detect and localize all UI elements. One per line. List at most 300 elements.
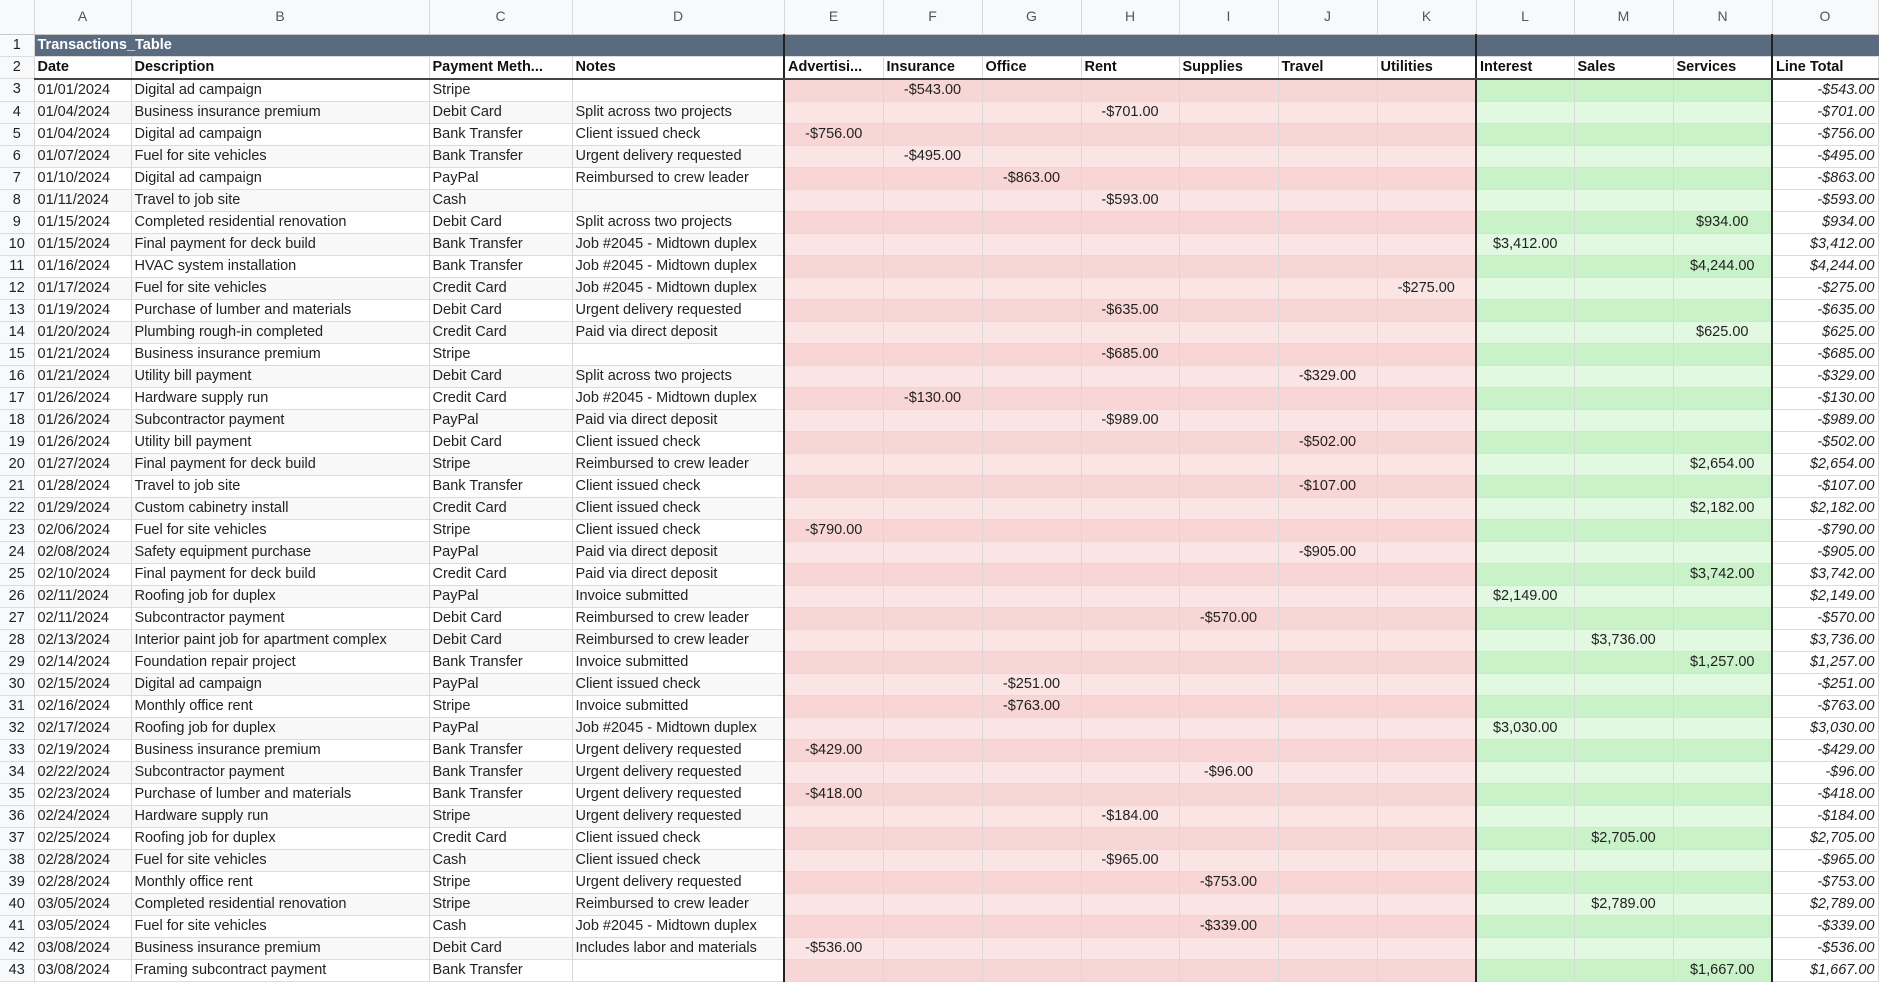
cell-sales[interactable] (1574, 541, 1673, 563)
cell-travel[interactable] (1278, 409, 1377, 431)
cell-payment-method[interactable]: Stripe (429, 893, 572, 915)
cell-services[interactable] (1673, 365, 1772, 387)
cell-rent[interactable] (1081, 431, 1179, 453)
cell-payment-method[interactable]: PayPal (429, 409, 572, 431)
cell-office[interactable] (982, 783, 1081, 805)
cell-services[interactable] (1673, 343, 1772, 365)
cell-notes[interactable]: Invoice submitted (572, 695, 784, 717)
cell-insurance[interactable] (883, 101, 982, 123)
cell-date[interactable]: 02/19/2024 (34, 739, 131, 761)
cell-description[interactable]: Business insurance premium (131, 343, 429, 365)
cell-utilities[interactable] (1377, 959, 1476, 981)
cell-description[interactable]: Roofing job for duplex (131, 717, 429, 739)
cell-office[interactable] (982, 79, 1081, 102)
cell-payment-method[interactable]: PayPal (429, 673, 572, 695)
cell-date[interactable]: 03/08/2024 (34, 959, 131, 981)
header-utilities[interactable]: Utilities (1377, 56, 1476, 79)
cell-services[interactable] (1673, 629, 1772, 651)
cell-office[interactable] (982, 475, 1081, 497)
cell-date[interactable]: 01/01/2024 (34, 79, 131, 102)
cell-interest[interactable] (1476, 497, 1574, 519)
cell-date[interactable]: 02/28/2024 (34, 849, 131, 871)
cell-notes[interactable]: Reimbursed to crew leader (572, 453, 784, 475)
cell-services[interactable] (1673, 717, 1772, 739)
cell-payment-method[interactable]: Credit Card (429, 827, 572, 849)
cell-advertising[interactable] (784, 343, 883, 365)
cell-sales[interactable] (1574, 519, 1673, 541)
cell-notes[interactable] (572, 189, 784, 211)
cell-insurance[interactable] (883, 167, 982, 189)
cell-line-total[interactable]: -$96.00 (1772, 761, 1878, 783)
cell-interest[interactable] (1476, 849, 1574, 871)
cell-sales[interactable] (1574, 431, 1673, 453)
cell-supplies[interactable] (1179, 167, 1278, 189)
cell-payment-method[interactable]: Bank Transfer (429, 145, 572, 167)
cell-rent[interactable] (1081, 475, 1179, 497)
column-header[interactable]: G (982, 0, 1081, 34)
cell-sales[interactable] (1574, 145, 1673, 167)
cell-advertising[interactable] (784, 321, 883, 343)
cell-utilities[interactable] (1377, 541, 1476, 563)
cell-advertising[interactable] (784, 827, 883, 849)
header-notes[interactable]: Notes (572, 56, 784, 79)
cell-utilities[interactable] (1377, 387, 1476, 409)
column-header[interactable]: O (1772, 0, 1878, 34)
cell-advertising[interactable] (784, 453, 883, 475)
cell-sales[interactable] (1574, 607, 1673, 629)
cell-line-total[interactable]: -$251.00 (1772, 673, 1878, 695)
cell-description[interactable]: Plumbing rough-in completed (131, 321, 429, 343)
cell-notes[interactable]: Invoice submitted (572, 651, 784, 673)
cell-payment-method[interactable]: Debit Card (429, 431, 572, 453)
cell-supplies[interactable] (1179, 211, 1278, 233)
cell-utilities[interactable] (1377, 299, 1476, 321)
cell-interest[interactable] (1476, 167, 1574, 189)
cell-rent[interactable] (1081, 387, 1179, 409)
cell-payment-method[interactable]: Bank Transfer (429, 475, 572, 497)
cell-line-total[interactable]: $2,789.00 (1772, 893, 1878, 915)
cell-sales[interactable] (1574, 761, 1673, 783)
cell-description[interactable]: Safety equipment purchase (131, 541, 429, 563)
cell-utilities[interactable] (1377, 101, 1476, 123)
cell-services[interactable]: $3,742.00 (1673, 563, 1772, 585)
cell-sales[interactable] (1574, 563, 1673, 585)
cell-utilities[interactable] (1377, 497, 1476, 519)
cell-date[interactable]: 01/21/2024 (34, 365, 131, 387)
cell-utilities[interactable] (1377, 255, 1476, 277)
cell-notes[interactable]: Split across two projects (572, 211, 784, 233)
column-header[interactable]: A (34, 0, 131, 34)
cell-description[interactable]: Monthly office rent (131, 871, 429, 893)
cell-payment-method[interactable]: Stripe (429, 519, 572, 541)
cell-rent[interactable] (1081, 123, 1179, 145)
cell-description[interactable]: Fuel for site vehicles (131, 145, 429, 167)
cell-services[interactable] (1673, 409, 1772, 431)
cell-travel[interactable] (1278, 387, 1377, 409)
cell-insurance[interactable] (883, 541, 982, 563)
cell-interest[interactable] (1476, 805, 1574, 827)
cell-travel[interactable] (1278, 893, 1377, 915)
cell-advertising[interactable] (784, 409, 883, 431)
cell-travel[interactable] (1278, 145, 1377, 167)
cell-sales[interactable] (1574, 79, 1673, 102)
cell-insurance[interactable] (883, 497, 982, 519)
cell-interest[interactable] (1476, 651, 1574, 673)
cell-utilities[interactable] (1377, 343, 1476, 365)
cell-line-total[interactable]: -$429.00 (1772, 739, 1878, 761)
cell-services[interactable] (1673, 893, 1772, 915)
cell-description[interactable]: HVAC system installation (131, 255, 429, 277)
cell-advertising[interactable] (784, 563, 883, 585)
cell-sales[interactable]: $2,705.00 (1574, 827, 1673, 849)
cell-travel[interactable] (1278, 343, 1377, 365)
cell-advertising[interactable]: -$536.00 (784, 937, 883, 959)
cell-insurance[interactable] (883, 607, 982, 629)
cell-sales[interactable] (1574, 233, 1673, 255)
cell-rent[interactable] (1081, 365, 1179, 387)
cell-interest[interactable]: $2,149.00 (1476, 585, 1574, 607)
cell-line-total[interactable]: -$502.00 (1772, 431, 1878, 453)
cell-supplies[interactable] (1179, 343, 1278, 365)
cell-travel[interactable] (1278, 79, 1377, 102)
column-header[interactable]: K (1377, 0, 1476, 34)
cell-office[interactable] (982, 915, 1081, 937)
cell-interest[interactable] (1476, 365, 1574, 387)
cell-interest[interactable] (1476, 893, 1574, 915)
row-header[interactable]: 32 (0, 717, 34, 739)
cell-description[interactable]: Business insurance premium (131, 739, 429, 761)
cell-office[interactable] (982, 893, 1081, 915)
cell-date[interactable]: 02/16/2024 (34, 695, 131, 717)
column-header[interactable]: F (883, 0, 982, 34)
cell-payment-method[interactable]: Debit Card (429, 101, 572, 123)
row-header[interactable]: 34 (0, 761, 34, 783)
cell-date[interactable]: 01/29/2024 (34, 497, 131, 519)
cell-insurance[interactable] (883, 211, 982, 233)
cell-utilities[interactable] (1377, 805, 1476, 827)
cell-services[interactable] (1673, 673, 1772, 695)
row-header[interactable]: 10 (0, 233, 34, 255)
cell-services[interactable] (1673, 541, 1772, 563)
cell-advertising[interactable] (784, 387, 883, 409)
cell-office[interactable] (982, 211, 1081, 233)
cell-insurance[interactable] (883, 409, 982, 431)
cell-travel[interactable]: -$905.00 (1278, 541, 1377, 563)
cell-line-total[interactable]: -$763.00 (1772, 695, 1878, 717)
cell-insurance[interactable] (883, 717, 982, 739)
cell-advertising[interactable] (784, 805, 883, 827)
cell-utilities[interactable] (1377, 673, 1476, 695)
cell-utilities[interactable] (1377, 937, 1476, 959)
cell-date[interactable]: 02/22/2024 (34, 761, 131, 783)
cell-description[interactable]: Roofing job for duplex (131, 827, 429, 849)
cell-supplies[interactable] (1179, 189, 1278, 211)
cell-supplies[interactable] (1179, 409, 1278, 431)
cell-services[interactable] (1673, 871, 1772, 893)
cell-advertising[interactable] (784, 651, 883, 673)
cell-interest[interactable] (1476, 321, 1574, 343)
cell-payment-method[interactable]: Stripe (429, 343, 572, 365)
cell-interest[interactable] (1476, 255, 1574, 277)
cell-utilities[interactable] (1377, 629, 1476, 651)
cell-date[interactable]: 03/05/2024 (34, 915, 131, 937)
cell-payment-method[interactable]: Bank Transfer (429, 959, 572, 981)
cell-supplies[interactable] (1179, 123, 1278, 145)
cell-interest[interactable] (1476, 211, 1574, 233)
cell-services[interactable] (1673, 299, 1772, 321)
cell-sales[interactable] (1574, 409, 1673, 431)
cell-rent[interactable] (1081, 145, 1179, 167)
cell-advertising[interactable] (784, 189, 883, 211)
cell-services[interactable] (1673, 233, 1772, 255)
cell-supplies[interactable] (1179, 585, 1278, 607)
cell-notes[interactable]: Paid via direct deposit (572, 563, 784, 585)
cell-interest[interactable] (1476, 299, 1574, 321)
cell-travel[interactable] (1278, 101, 1377, 123)
row-header[interactable]: 5 (0, 123, 34, 145)
cell-insurance[interactable] (883, 343, 982, 365)
cell-notes[interactable]: Urgent delivery requested (572, 805, 784, 827)
cell-interest[interactable] (1476, 783, 1574, 805)
cell-advertising[interactable] (784, 365, 883, 387)
cell-interest[interactable] (1476, 123, 1574, 145)
cell-insurance[interactable] (883, 585, 982, 607)
cell-sales[interactable] (1574, 321, 1673, 343)
cell-utilities[interactable] (1377, 475, 1476, 497)
cell-payment-method[interactable]: Debit Card (429, 299, 572, 321)
cell-office[interactable] (982, 651, 1081, 673)
cell-payment-method[interactable]: Credit Card (429, 387, 572, 409)
header-services[interactable]: Services (1673, 56, 1772, 79)
cell-notes[interactable]: Reimbursed to crew leader (572, 629, 784, 651)
cell-utilities[interactable] (1377, 365, 1476, 387)
cell-insurance[interactable] (883, 321, 982, 343)
cell-description[interactable]: Business insurance premium (131, 101, 429, 123)
cell-office[interactable] (982, 431, 1081, 453)
cell-sales[interactable] (1574, 651, 1673, 673)
cell-interest[interactable] (1476, 277, 1574, 299)
cell-travel[interactable] (1278, 233, 1377, 255)
cell-date[interactable]: 02/14/2024 (34, 651, 131, 673)
cell-advertising[interactable] (784, 79, 883, 102)
cell-rent[interactable] (1081, 871, 1179, 893)
cell-payment-method[interactable]: PayPal (429, 167, 572, 189)
cell-office[interactable] (982, 519, 1081, 541)
row-header[interactable]: 8 (0, 189, 34, 211)
cell-utilities[interactable]: -$275.00 (1377, 277, 1476, 299)
cell-insurance[interactable] (883, 453, 982, 475)
cell-payment-method[interactable]: Stripe (429, 79, 572, 102)
cell-payment-method[interactable]: PayPal (429, 717, 572, 739)
cell-date[interactable]: 01/26/2024 (34, 387, 131, 409)
cell-advertising[interactable] (784, 585, 883, 607)
cell-insurance[interactable] (883, 827, 982, 849)
cell-line-total[interactable]: -$339.00 (1772, 915, 1878, 937)
cell-insurance[interactable] (883, 299, 982, 321)
cell-travel[interactable] (1278, 915, 1377, 937)
cell-description[interactable]: Final payment for deck build (131, 233, 429, 255)
row-header[interactable]: 20 (0, 453, 34, 475)
cell-line-total[interactable]: $2,182.00 (1772, 497, 1878, 519)
cell-utilities[interactable] (1377, 607, 1476, 629)
cell-line-total[interactable]: $1,257.00 (1772, 651, 1878, 673)
cell-travel[interactable] (1278, 783, 1377, 805)
cell-advertising[interactable] (784, 277, 883, 299)
cell-rent[interactable] (1081, 233, 1179, 255)
cell-travel[interactable] (1278, 255, 1377, 277)
cell-interest[interactable] (1476, 959, 1574, 981)
cell-utilities[interactable] (1377, 585, 1476, 607)
row-header[interactable]: 43 (0, 959, 34, 981)
cell-notes[interactable]: Client issued check (572, 519, 784, 541)
cell-utilities[interactable] (1377, 849, 1476, 871)
cell-sales[interactable]: $3,736.00 (1574, 629, 1673, 651)
cell-advertising[interactable] (784, 761, 883, 783)
cell-sales[interactable] (1574, 959, 1673, 981)
cell-description[interactable]: Utility bill payment (131, 365, 429, 387)
cell-notes[interactable]: Client issued check (572, 849, 784, 871)
cell-services[interactable] (1673, 915, 1772, 937)
cell-services[interactable] (1673, 101, 1772, 123)
cell-insurance[interactable] (883, 431, 982, 453)
cell-payment-method[interactable]: Bank Transfer (429, 233, 572, 255)
cell-date[interactable]: 01/26/2024 (34, 431, 131, 453)
cell-supplies[interactable] (1179, 739, 1278, 761)
cell-line-total[interactable]: -$536.00 (1772, 937, 1878, 959)
cell-interest[interactable] (1476, 343, 1574, 365)
cell-travel[interactable] (1278, 629, 1377, 651)
cell-date[interactable]: 01/07/2024 (34, 145, 131, 167)
cell-supplies[interactable] (1179, 541, 1278, 563)
cell-payment-method[interactable]: Debit Card (429, 607, 572, 629)
cell-line-total[interactable]: -$184.00 (1772, 805, 1878, 827)
cell-services[interactable] (1673, 607, 1772, 629)
cell-advertising[interactable] (784, 101, 883, 123)
cell-advertising[interactable]: -$429.00 (784, 739, 883, 761)
cell-sales[interactable] (1574, 783, 1673, 805)
cell-services[interactable] (1673, 585, 1772, 607)
cell-advertising[interactable] (784, 541, 883, 563)
cell-insurance[interactable] (883, 519, 982, 541)
cell-sales[interactable] (1574, 189, 1673, 211)
cell-travel[interactable] (1278, 607, 1377, 629)
cell-supplies[interactable] (1179, 651, 1278, 673)
row-header[interactable]: 31 (0, 695, 34, 717)
cell-description[interactable]: Utility bill payment (131, 431, 429, 453)
cell-supplies[interactable] (1179, 673, 1278, 695)
cell-rent[interactable] (1081, 541, 1179, 563)
cell-travel[interactable] (1278, 673, 1377, 695)
cell-payment-method[interactable]: Cash (429, 915, 572, 937)
row-header[interactable]: 14 (0, 321, 34, 343)
cell-date[interactable]: 02/06/2024 (34, 519, 131, 541)
header-date[interactable]: Date (34, 56, 131, 79)
cell-travel[interactable] (1278, 937, 1377, 959)
cell-supplies[interactable] (1179, 321, 1278, 343)
header-line-total[interactable]: Line Total (1772, 56, 1878, 79)
cell-rent[interactable] (1081, 629, 1179, 651)
cell-services[interactable]: $4,244.00 (1673, 255, 1772, 277)
cell-supplies[interactable] (1179, 717, 1278, 739)
cell-insurance[interactable] (883, 739, 982, 761)
cell-line-total[interactable]: -$685.00 (1772, 343, 1878, 365)
cell-description[interactable]: Framing subcontract payment (131, 959, 429, 981)
cell-travel[interactable]: -$329.00 (1278, 365, 1377, 387)
cell-line-total[interactable]: $1,667.00 (1772, 959, 1878, 981)
cell-date[interactable]: 02/24/2024 (34, 805, 131, 827)
cell-services[interactable]: $934.00 (1673, 211, 1772, 233)
cell-supplies[interactable] (1179, 233, 1278, 255)
row-header[interactable]: 41 (0, 915, 34, 937)
cell-services[interactable] (1673, 79, 1772, 102)
cell-utilities[interactable] (1377, 123, 1476, 145)
cell-utilities[interactable] (1377, 783, 1476, 805)
cell-line-total[interactable]: -$790.00 (1772, 519, 1878, 541)
cell-interest[interactable] (1476, 871, 1574, 893)
cell-line-total[interactable]: $2,705.00 (1772, 827, 1878, 849)
cell-rent[interactable] (1081, 321, 1179, 343)
cell-supplies[interactable] (1179, 937, 1278, 959)
cell-utilities[interactable] (1377, 827, 1476, 849)
cell-notes[interactable] (572, 959, 784, 981)
cell-utilities[interactable] (1377, 519, 1476, 541)
cell-date[interactable]: 02/23/2024 (34, 783, 131, 805)
cell-travel[interactable] (1278, 805, 1377, 827)
cell-services[interactable] (1673, 277, 1772, 299)
row-header[interactable]: 2 (0, 56, 34, 79)
cell-travel[interactable] (1278, 321, 1377, 343)
cell-notes[interactable]: Paid via direct deposit (572, 321, 784, 343)
cell-travel[interactable] (1278, 211, 1377, 233)
row-header[interactable]: 39 (0, 871, 34, 893)
cell-sales[interactable] (1574, 937, 1673, 959)
row-header[interactable]: 6 (0, 145, 34, 167)
column-header[interactable]: I (1179, 0, 1278, 34)
cell-rent[interactable] (1081, 893, 1179, 915)
cell-supplies[interactable] (1179, 959, 1278, 981)
row-header[interactable]: 17 (0, 387, 34, 409)
cell-notes[interactable]: Urgent delivery requested (572, 871, 784, 893)
cell-office[interactable] (982, 959, 1081, 981)
cell-supplies[interactable] (1179, 101, 1278, 123)
cell-notes[interactable]: Job #2045 - Midtown duplex (572, 255, 784, 277)
header-sales[interactable]: Sales (1574, 56, 1673, 79)
cell-rent[interactable] (1081, 937, 1179, 959)
cell-advertising[interactable] (784, 717, 883, 739)
cell-payment-method[interactable]: Bank Transfer (429, 761, 572, 783)
row-header[interactable]: 7 (0, 167, 34, 189)
cell-date[interactable]: 02/10/2024 (34, 563, 131, 585)
cell-payment-method[interactable]: PayPal (429, 585, 572, 607)
cell-description[interactable]: Subcontractor payment (131, 761, 429, 783)
cell-utilities[interactable] (1377, 717, 1476, 739)
row-header[interactable]: 4 (0, 101, 34, 123)
cell-description[interactable]: Subcontractor payment (131, 409, 429, 431)
cell-supplies[interactable] (1179, 695, 1278, 717)
cell-rent[interactable]: -$965.00 (1081, 849, 1179, 871)
cell-supplies[interactable]: -$96.00 (1179, 761, 1278, 783)
cell-supplies[interactable] (1179, 519, 1278, 541)
cell-supplies[interactable] (1179, 827, 1278, 849)
header-rent[interactable]: Rent (1081, 56, 1179, 79)
cell-office[interactable] (982, 255, 1081, 277)
row-header[interactable]: 42 (0, 937, 34, 959)
cell-rent[interactable] (1081, 211, 1179, 233)
cell-services[interactable] (1673, 695, 1772, 717)
cell-notes[interactable]: Reimbursed to crew leader (572, 607, 784, 629)
cell-notes[interactable]: Client issued check (572, 673, 784, 695)
cell-description[interactable]: Custom cabinetry install (131, 497, 429, 519)
